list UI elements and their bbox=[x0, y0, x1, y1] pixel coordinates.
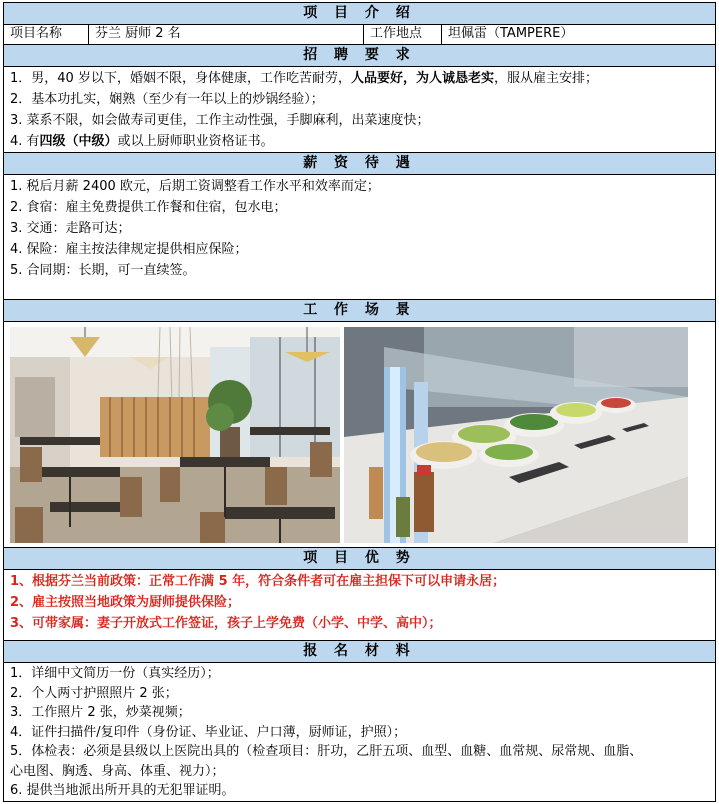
section-title-advantages: 项 目 优 势 bbox=[303, 550, 416, 566]
salary-item: 1. 税后月薪 2400 欧元，后期工资调整看工作水平和效率而定； bbox=[10, 179, 380, 194]
advantage-item: 2、雇主按照当地政策为厨师提供保险； bbox=[10, 595, 241, 610]
section-title-requirements: 招 聘 要 求 bbox=[303, 47, 416, 63]
requirement-item: 4. 有四级（中级）或以上厨师职业资格证书。 bbox=[10, 134, 274, 149]
section-title-intro: 项 目 介 绍 bbox=[303, 5, 416, 21]
material-item: 1．详细中文简历一份（真实经历）； bbox=[10, 666, 220, 681]
project-name-value: 芬兰 厨师 2 名 bbox=[89, 25, 364, 44]
section-title-workplace: 工 作 场 景 bbox=[303, 302, 416, 318]
material-item-continued: 心电图、胸透、身高、体重、视力）； bbox=[10, 763, 225, 779]
requirement-item: 3. 菜系不限，如会做寿司更佳，工作主动性强，手脚麻利，出菜速度快； bbox=[10, 113, 430, 128]
section-header-materials bbox=[4, 641, 715, 663]
advantages-list bbox=[4, 570, 715, 641]
buffet-counter-photo bbox=[344, 327, 688, 543]
material-item: 5．体检表：必须是县级以上医院出具的（检查项目：肝功，乙肝五项、血型、血糖、血常规、尿常规、血脂、 bbox=[10, 744, 643, 759]
advantage-item: 3、可带家属：妻子开放式工作签证，孩子上学免费（小学、中学、高中）； bbox=[10, 616, 442, 631]
workplace-photos bbox=[4, 322, 715, 548]
restaurant-dining-room-photo bbox=[10, 327, 340, 543]
material-item: 2．个人两寸护照照片 2 张； bbox=[10, 685, 178, 701]
salary-list bbox=[4, 175, 715, 300]
material-item: 4．证件扫描件/复印件（身份证、毕业证、户口薄，厨师证，护照）； bbox=[10, 724, 407, 740]
section-header-intro bbox=[4, 3, 715, 25]
job-posting-table bbox=[3, 2, 716, 802]
advantage-item: 1、根据芬兰当前政策：正常工作满 5 年，符合条件者可在雇主担保下可以申请永居； bbox=[10, 574, 506, 589]
project-info-row bbox=[4, 25, 715, 45]
section-header-workplace bbox=[4, 300, 715, 322]
requirement-item: 2．基本功扎实，娴熟（至少有一年以上的炒锅经验）； bbox=[10, 92, 324, 107]
salary-item: 4. 保险：雇主按法律规定提供相应保险； bbox=[10, 242, 248, 257]
section-header-requirements bbox=[4, 45, 715, 67]
work-location-label: 工作地点 bbox=[364, 25, 442, 44]
requirement-item: 1．男，40 岁以下，婚姻不限，身体健康，工作吃苦耐劳，人品要好，为人诚恳老实，服从雇主安排； bbox=[10, 71, 598, 86]
material-item: 6. 提供当地派出所开具的无犯罪证明。 bbox=[10, 783, 235, 798]
work-location-value: 坦佩雷（TAMPERE） bbox=[448, 26, 574, 41]
section-header-advantages bbox=[4, 548, 715, 570]
materials-list bbox=[4, 663, 715, 801]
section-title-salary: 薪 资 待 遇 bbox=[303, 155, 416, 171]
material-item: 3．工作照片 2 张，炒菜视频； bbox=[10, 705, 191, 720]
salary-item: 3. 交通：走路可达； bbox=[10, 221, 131, 236]
requirements-list bbox=[4, 67, 715, 153]
salary-item: 5. 合同期：长期，可一直续签。 bbox=[10, 263, 196, 278]
salary-item: 2. 食宿：雇主免费提供工作餐和住宿，包水电； bbox=[10, 200, 287, 215]
project-name-label: 项目名称 bbox=[4, 25, 89, 44]
section-header-salary bbox=[4, 153, 715, 175]
section-title-materials: 报 名 材 料 bbox=[303, 643, 416, 659]
